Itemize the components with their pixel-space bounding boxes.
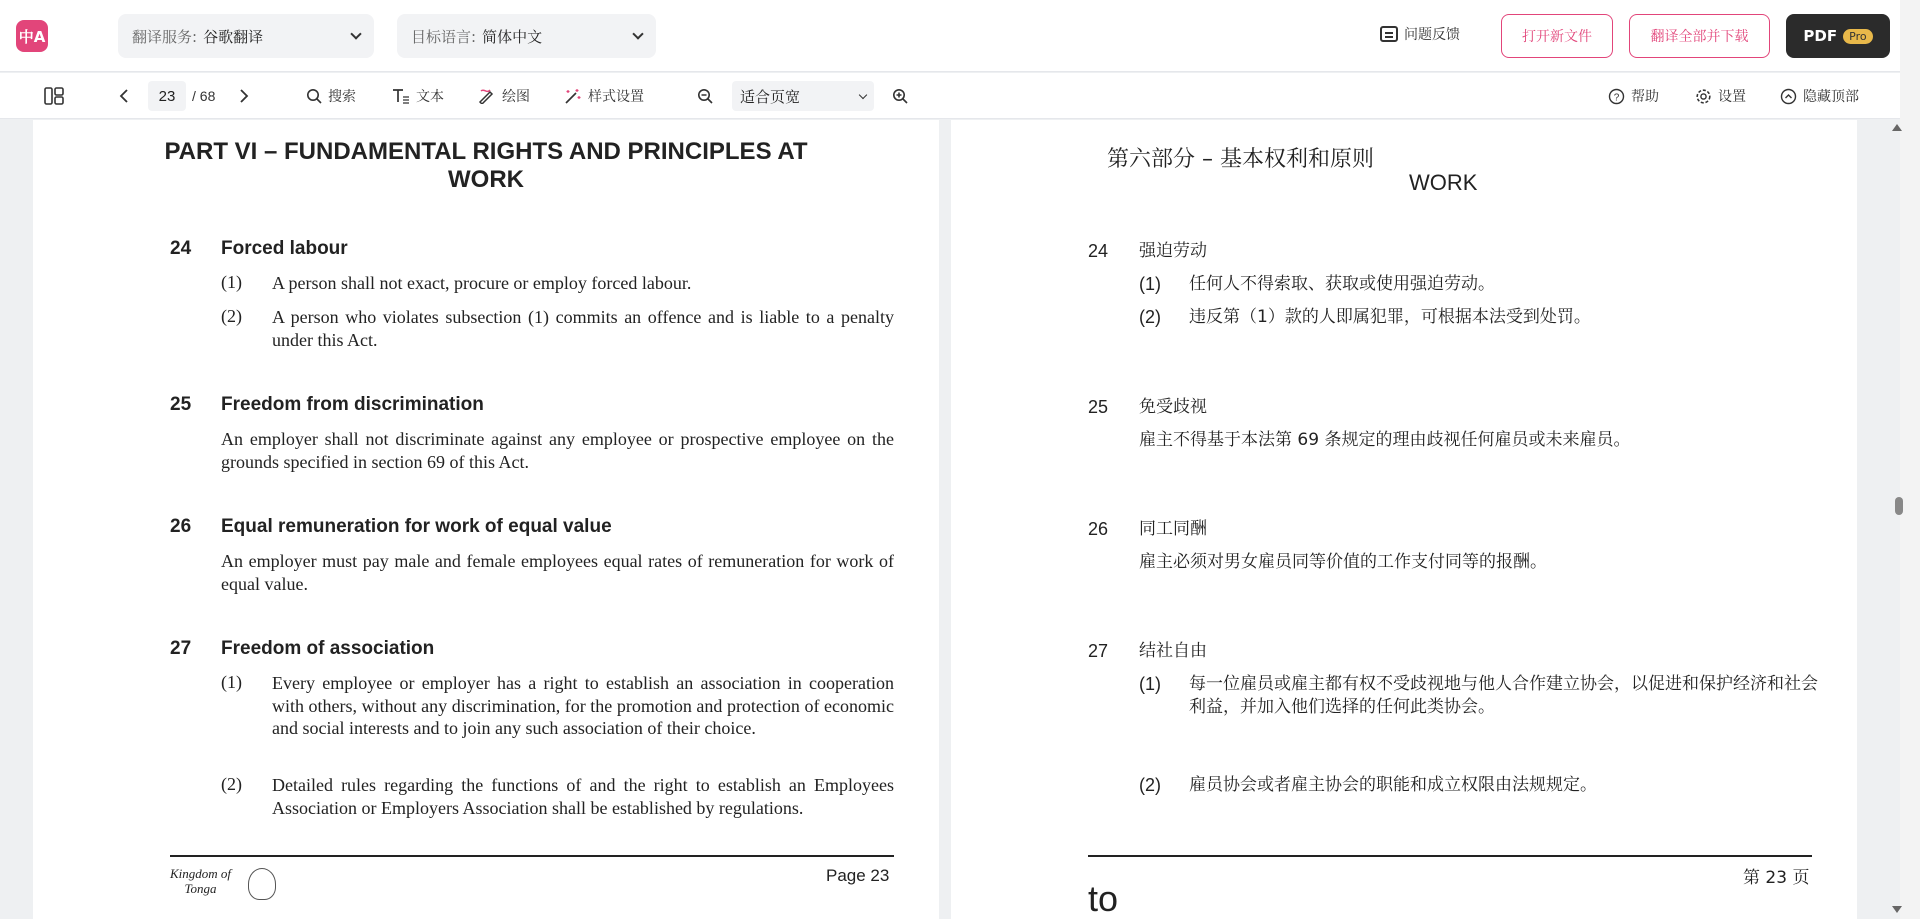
subsection-number: (2) bbox=[221, 774, 242, 794]
subsection-number: (2) bbox=[221, 306, 242, 326]
zoom-in-icon bbox=[892, 88, 908, 104]
help-label: 帮助 bbox=[1631, 89, 1659, 105]
text-icon bbox=[392, 88, 410, 104]
original-page bbox=[33, 120, 939, 919]
section-text: An employer shall not discriminate against any employee or prospective employee on the grounds specified in section 69 of this Act. bbox=[221, 429, 894, 472]
magic-wand-icon bbox=[564, 88, 582, 104]
section-heading: Equal remuneration for work of equal value bbox=[221, 516, 612, 537]
translated-page bbox=[951, 120, 1857, 919]
section-heading: 结社自由 bbox=[1139, 641, 1207, 661]
footer-text: to bbox=[1088, 878, 1119, 919]
kingdom-line-1: Kingdom of bbox=[170, 866, 232, 881]
chevron-right-icon bbox=[238, 89, 250, 103]
scroll-thumb[interactable] bbox=[1895, 497, 1903, 515]
open-file-button[interactable]: 打开新文件 bbox=[1501, 14, 1613, 58]
zoom-out-button[interactable] bbox=[697, 73, 713, 119]
subsection-text: A person who violates subsection (1) commits an offence and is liable to a penalty under this Act. bbox=[272, 307, 894, 350]
subsection-text: A person shall not exact, procure or employ forced labour. bbox=[272, 273, 692, 293]
page-number-label: 第 23 页 bbox=[1743, 868, 1810, 888]
settings-button[interactable] bbox=[1695, 73, 1746, 119]
next-page-button[interactable] bbox=[238, 73, 250, 119]
section-heading: Freedom of association bbox=[221, 638, 435, 659]
subsection-text: 任何人不得索取、获取或使用强迫劳动。 bbox=[1189, 274, 1495, 294]
zoom-out-icon bbox=[697, 88, 713, 104]
svg-text:?: ? bbox=[1613, 92, 1620, 103]
subsection-number: (1) bbox=[1139, 674, 1161, 694]
footer-rule bbox=[1088, 855, 1812, 857]
sidebar-icon bbox=[44, 87, 64, 105]
subsection-number: (1) bbox=[221, 272, 242, 292]
draw-label: 绘图 bbox=[502, 89, 530, 105]
sidebar-toggle-button[interactable] bbox=[44, 73, 64, 119]
target-language-label: 目标语言: bbox=[411, 27, 477, 46]
toolbar bbox=[0, 73, 1900, 119]
title-line-2: WORK bbox=[448, 166, 524, 193]
section-heading: Forced labour bbox=[221, 238, 348, 259]
section-number: 27 bbox=[1088, 641, 1109, 661]
zoom-value: 适合页宽 bbox=[740, 87, 801, 106]
feedback-label: 问题反馈 bbox=[1404, 27, 1460, 43]
section-number: 25 bbox=[1088, 397, 1109, 417]
page-number-input[interactable] bbox=[148, 81, 186, 111]
zoom-select[interactable] bbox=[732, 81, 874, 111]
translation-service-value: 谷歌翻译 bbox=[203, 27, 264, 46]
help-icon bbox=[1608, 88, 1625, 105]
section-heading: 免受歧视 bbox=[1139, 397, 1207, 417]
scroll-down-icon[interactable] bbox=[1892, 906, 1902, 913]
subsection-number: (1) bbox=[1139, 274, 1161, 294]
chevron-down-icon bbox=[859, 90, 867, 98]
translate-all-button[interactable]: 翻译全部并下载 bbox=[1629, 14, 1770, 58]
pdf-pro-button[interactable] bbox=[1786, 14, 1890, 58]
section-text: 雇主不得基于本法第 69 条规定的理由歧视任何雇员或未来雇员。 bbox=[1139, 430, 1631, 450]
title-line-1: PART VI – FUNDAMENTAL RIGHTS AND PRINCIPLES AT bbox=[164, 138, 808, 165]
crest-icon bbox=[248, 868, 276, 900]
translation-service-select[interactable] bbox=[118, 14, 374, 58]
chevron-down-icon bbox=[632, 28, 643, 39]
hide-top-label: 隐藏顶部 bbox=[1803, 89, 1859, 105]
section-number: 26 bbox=[1088, 519, 1109, 539]
subsection-number: (2) bbox=[1139, 775, 1161, 795]
section-text: 雇主必须对男女雇员同等价值的工作支付同等的报酬。 bbox=[1139, 552, 1547, 572]
help-button[interactable] bbox=[1608, 73, 1659, 119]
section-number: 24 bbox=[1088, 241, 1109, 261]
section-heading: Freedom from discrimination bbox=[221, 394, 484, 415]
chevron-up-circle-icon bbox=[1780, 88, 1797, 105]
zoom-in-button[interactable] bbox=[892, 73, 908, 119]
style-settings-button[interactable] bbox=[564, 73, 644, 119]
translated-title-line-1: 第六部分 – 基本权利和原则 bbox=[1107, 147, 1374, 172]
section-number: 24 bbox=[170, 238, 192, 259]
page-title bbox=[33, 138, 939, 194]
app-logo: 中A bbox=[16, 20, 48, 52]
scrollbar[interactable] bbox=[1900, 0, 1920, 919]
translated-title-line-2: WORK bbox=[1409, 170, 1478, 195]
target-language-value: 简体中文 bbox=[482, 27, 543, 46]
kingdom-line-2: Tonga bbox=[184, 881, 217, 896]
draw-icon bbox=[478, 88, 496, 104]
total-pages: / 68 bbox=[192, 88, 216, 104]
footer-rule bbox=[170, 855, 894, 857]
subsection-text: 违反第（1）款的人即属犯罪，可根据本法受到处罚。 bbox=[1189, 307, 1591, 327]
subsection-number: (2) bbox=[1139, 307, 1161, 327]
pdf-label: PDF bbox=[1803, 27, 1838, 45]
section-heading: 同工同酬 bbox=[1139, 519, 1207, 539]
search-button[interactable] bbox=[306, 73, 356, 119]
message-icon bbox=[1380, 26, 1398, 42]
scroll-up-icon[interactable] bbox=[1892, 124, 1902, 131]
pro-badge: Pro bbox=[1843, 29, 1872, 44]
section-text: An employer must pay male and female employees equal rates of remuneration for work of equal value. bbox=[221, 551, 894, 594]
search-label: 搜索 bbox=[328, 89, 356, 105]
kingdom-logo-text bbox=[170, 866, 231, 896]
section-number: 27 bbox=[170, 638, 192, 659]
section-number: 25 bbox=[170, 394, 192, 415]
text-tool-button[interactable] bbox=[392, 73, 444, 119]
section-number: 26 bbox=[170, 516, 192, 537]
translation-service-label: 翻译服务: bbox=[132, 27, 198, 46]
settings-label: 设置 bbox=[1718, 89, 1746, 105]
page-number-label: Page 23 bbox=[826, 866, 890, 885]
subsection-text: 每一位雇员或雇主都有权不受歧视地与他人合作建立协会，以促进和保护经济和社会利益，并加入他们选择的任何此类协会。 bbox=[1189, 674, 1818, 717]
feedback-button[interactable] bbox=[1380, 24, 1460, 44]
target-language-select[interactable] bbox=[397, 14, 656, 58]
subsection-text: Detailed rules regarding the functions of and the right to establish an Employees Association or Employers Association shall be established by regulations. bbox=[272, 775, 894, 818]
page-navigator bbox=[148, 73, 215, 119]
draw-tool-button[interactable] bbox=[478, 73, 530, 119]
style-settings-label: 样式设置 bbox=[588, 89, 644, 105]
chevron-down-icon bbox=[350, 28, 361, 39]
gear-icon bbox=[1695, 88, 1712, 105]
subsection-number: (1) bbox=[221, 672, 242, 692]
subsection-text: Every employee or employer has a right to establish an association in cooperation with others, without any discrimination, for the promotion and protection of economic and social interests and to join any such association of their choice. bbox=[272, 673, 894, 738]
chevron-left-icon bbox=[118, 89, 130, 103]
hide-top-button[interactable] bbox=[1780, 73, 1859, 119]
text-label: 文本 bbox=[416, 89, 444, 105]
section-heading: 强迫劳动 bbox=[1139, 241, 1207, 261]
prev-page-button[interactable] bbox=[118, 73, 130, 119]
search-icon bbox=[306, 88, 322, 104]
subsection-text: 雇员协会或者雇主协会的职能和成立权限由法规规定。 bbox=[1189, 775, 1597, 795]
top-bar bbox=[0, 0, 1900, 72]
